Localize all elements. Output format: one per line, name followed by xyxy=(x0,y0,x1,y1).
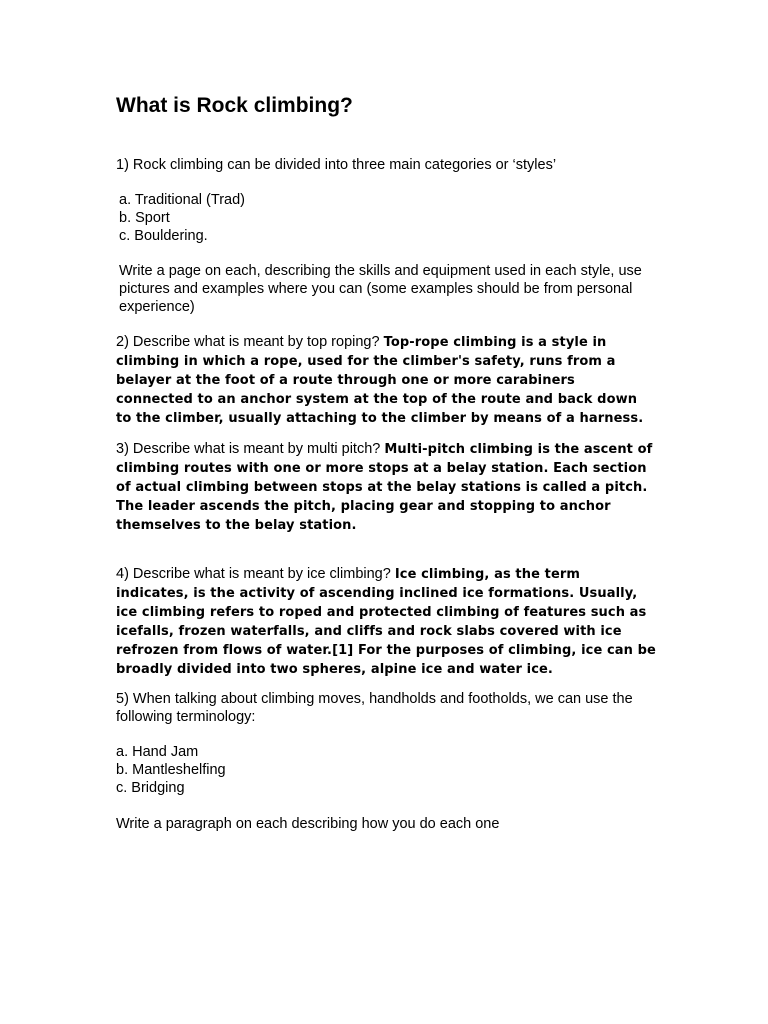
question-3 xyxy=(116,440,656,535)
list-item: a. Traditional (Trad) xyxy=(119,192,245,208)
list-item: a. Hand Jam xyxy=(116,744,199,760)
question-1-text: 1) Rock climbing can be divided into three main categories or ‘styles’ xyxy=(116,157,557,173)
question-5-text: 5) When talking about climbing moves, handholds and footholds, we can use the following terminology: xyxy=(116,691,633,725)
question-1-task: Write a page on each, describing the skills and equipment used in each style, use pictures and examples where you can (some examples should be from personal experience) xyxy=(119,263,642,315)
list-item: b. Sport xyxy=(119,210,170,226)
question-3-answer: Multi-pitch climbing is the ascent of climbing routes with one or more stops at a belay station. Each section of actual climbing between stops at the belay stations is called a pitch. The leader ascends the pitch, placing gear and stopping to anchor themselves to the belay station. xyxy=(116,442,653,533)
list-item: b. Mantleshelfing xyxy=(116,762,226,778)
question-5-task: Write a paragraph on each describing how you do each one xyxy=(116,816,500,832)
question-4-answer: Ice climbing, as the term indicates, is the activity of ascending inclined ice formations. Usually, ice climbing refers to roped and protected climbing of features such as icefalls, frozen waterfalls, and cliffs and rock slabs covered with ice refrozen from flows of water.[1] For the purposes of climbing, ice can be broadly divided into two spheres, alpine ice and water ice. xyxy=(116,567,656,677)
question-4 xyxy=(116,565,656,679)
list-item: c. Bouldering. xyxy=(119,228,208,244)
question-4-text: 4) Describe what is meant by ice climbing? xyxy=(116,566,395,582)
question-2-text: 2) Describe what is meant by top roping? xyxy=(116,334,384,350)
question-2 xyxy=(116,333,656,428)
question-3-text: 3) Describe what is meant by multi pitch? xyxy=(116,441,385,457)
list-item: c. Bridging xyxy=(116,780,185,796)
question-2-answer: Top-rope climbing is a style in climbing in which a rope, used for the climber's safety, runs from a belayer at the foot of a route through one or more carabiners connected to an anchor system at the top of the route and back down to the climber, usually attaching to the climber by means of a harness. xyxy=(116,335,644,426)
moves-list xyxy=(116,743,226,797)
styles-list xyxy=(119,191,245,245)
page-title: What is Rock climbing? xyxy=(116,94,353,117)
